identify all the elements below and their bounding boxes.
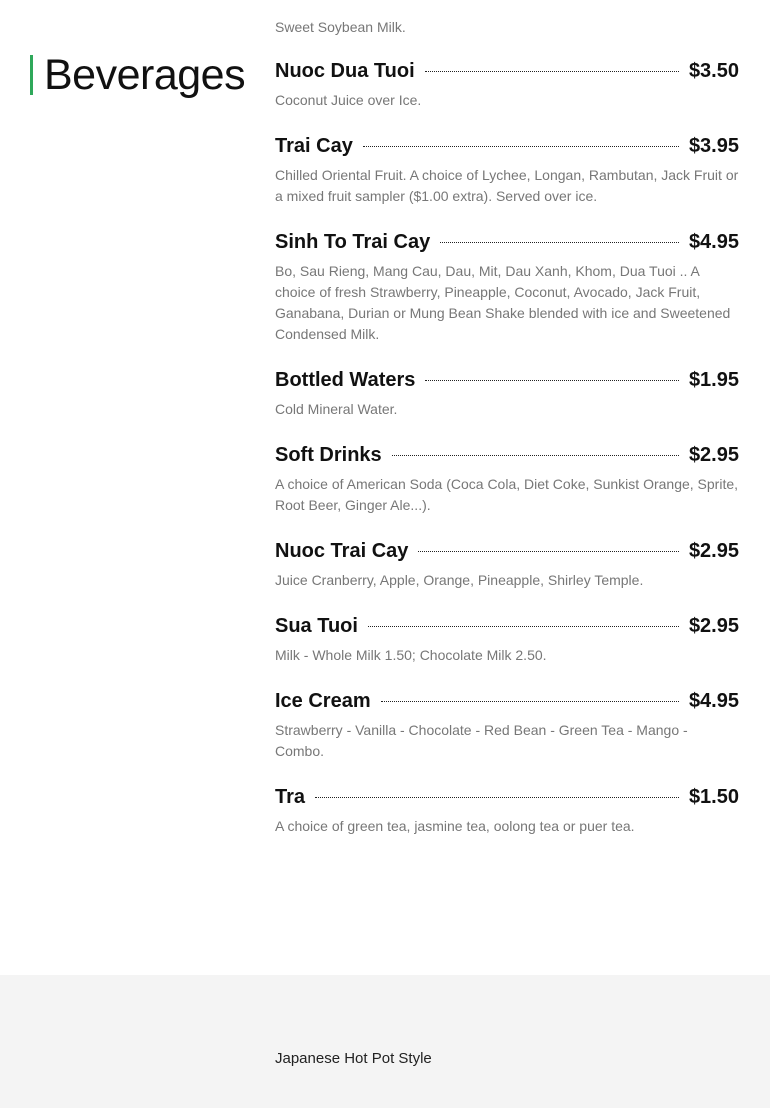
section-heading [30,52,245,98]
menu-item-name: Trai Cay [275,134,353,157]
menu-item-name: Nuoc Dua Tuoi [275,59,415,82]
heading-accent-bar [30,55,33,95]
menu-item-row [275,365,739,395]
menu-item-description: Juice Cranberry, Apple, Orange, Pineapple, Shirley Temple. [275,572,644,588]
menu-item-name: Soft Drinks [275,443,382,466]
dotted-leader [440,242,679,243]
menu-item-price: $2.95 [688,539,739,562]
menu-item-description: A choice of American Soda (Coca Cola, Diet Coke, Sunkist Orange, Sprite, Root Beer, Ginger Ale...). [275,476,739,513]
menu-item [275,686,739,762]
menu-list [275,56,739,857]
menu-item-price: $3.95 [688,134,739,157]
menu-item [275,131,739,207]
menu-item-row [275,686,739,716]
menu-item-name: Sinh To Trai Cay [275,230,431,253]
menu-item-description: Strawberry - Vanilla - Chocolate - Red Bean - Green Tea - Mango - Combo. [275,722,688,759]
dotted-leader [363,146,679,147]
menu-item [275,782,739,837]
menu-item-price: $1.95 [688,368,739,391]
menu-item-price: $4.95 [688,689,739,712]
menu-item-price: $2.95 [688,614,739,637]
menu-item-description: Cold Mineral Water. [275,401,398,417]
next-section-label: Japanese Hot Pot Style [275,1050,432,1067]
previous-item-description: Sweet Soybean Milk. [275,19,406,35]
next-section-band [0,975,770,1108]
dotted-leader [425,380,679,381]
menu-item-price: $3.50 [688,59,739,82]
menu-item-row [275,536,739,566]
menu-item-row [275,440,739,470]
menu-item-name: Nuoc Trai Cay [275,539,409,562]
menu-item [275,227,739,345]
menu-item-row [275,227,739,257]
menu-item-row [275,782,739,812]
menu-item-price: $4.95 [688,230,739,253]
dotted-leader [418,551,679,552]
menu-item-description: A choice of green tea, jasmine tea, oolong tea or puer tea. [275,818,635,834]
menu-item [275,440,739,516]
menu-item-name: Ice Cream [275,689,371,712]
menu-item-row [275,56,739,86]
menu-item [275,536,739,591]
menu-item-description: Coconut Juice over Ice. [275,92,422,108]
menu-item-row [275,131,739,161]
menu-item-row [275,611,739,641]
menu-item-name: Bottled Waters [275,368,416,391]
menu-item [275,365,739,420]
menu-item-description: Chilled Oriental Fruit. A choice of Lychee, Longan, Rambutan, Jack Fruit or a mixed fruit sampler ($1.00 extra). Served over ice. [275,167,739,204]
menu-item [275,56,739,111]
menu-item-description: Bo, Sau Rieng, Mang Cau, Dau, Mit, Dau Xanh, Khom, Dua Tuoi .. A choice of fresh Strawberry, Pineapple, Coconut, Avocado, Jack Fruit, Ganabana, Durian or Mung Bean Shake blended with ice and Sweetened Condensed Milk. [275,263,731,342]
menu-item-description: Milk - Whole Milk 1.50; Chocolate Milk 2.50. [275,647,547,663]
menu-item [275,611,739,666]
section-title: Beverages [44,51,246,99]
menu-item-name: Sua Tuoi [275,614,358,637]
dotted-leader [368,626,679,627]
menu-item-price: $2.95 [688,443,739,466]
dotted-leader [425,71,679,72]
dotted-leader [392,455,679,456]
dotted-leader [315,797,679,798]
menu-item-price: $1.50 [688,785,739,808]
dotted-leader [381,701,679,702]
menu-item-name: Tra [275,785,306,808]
